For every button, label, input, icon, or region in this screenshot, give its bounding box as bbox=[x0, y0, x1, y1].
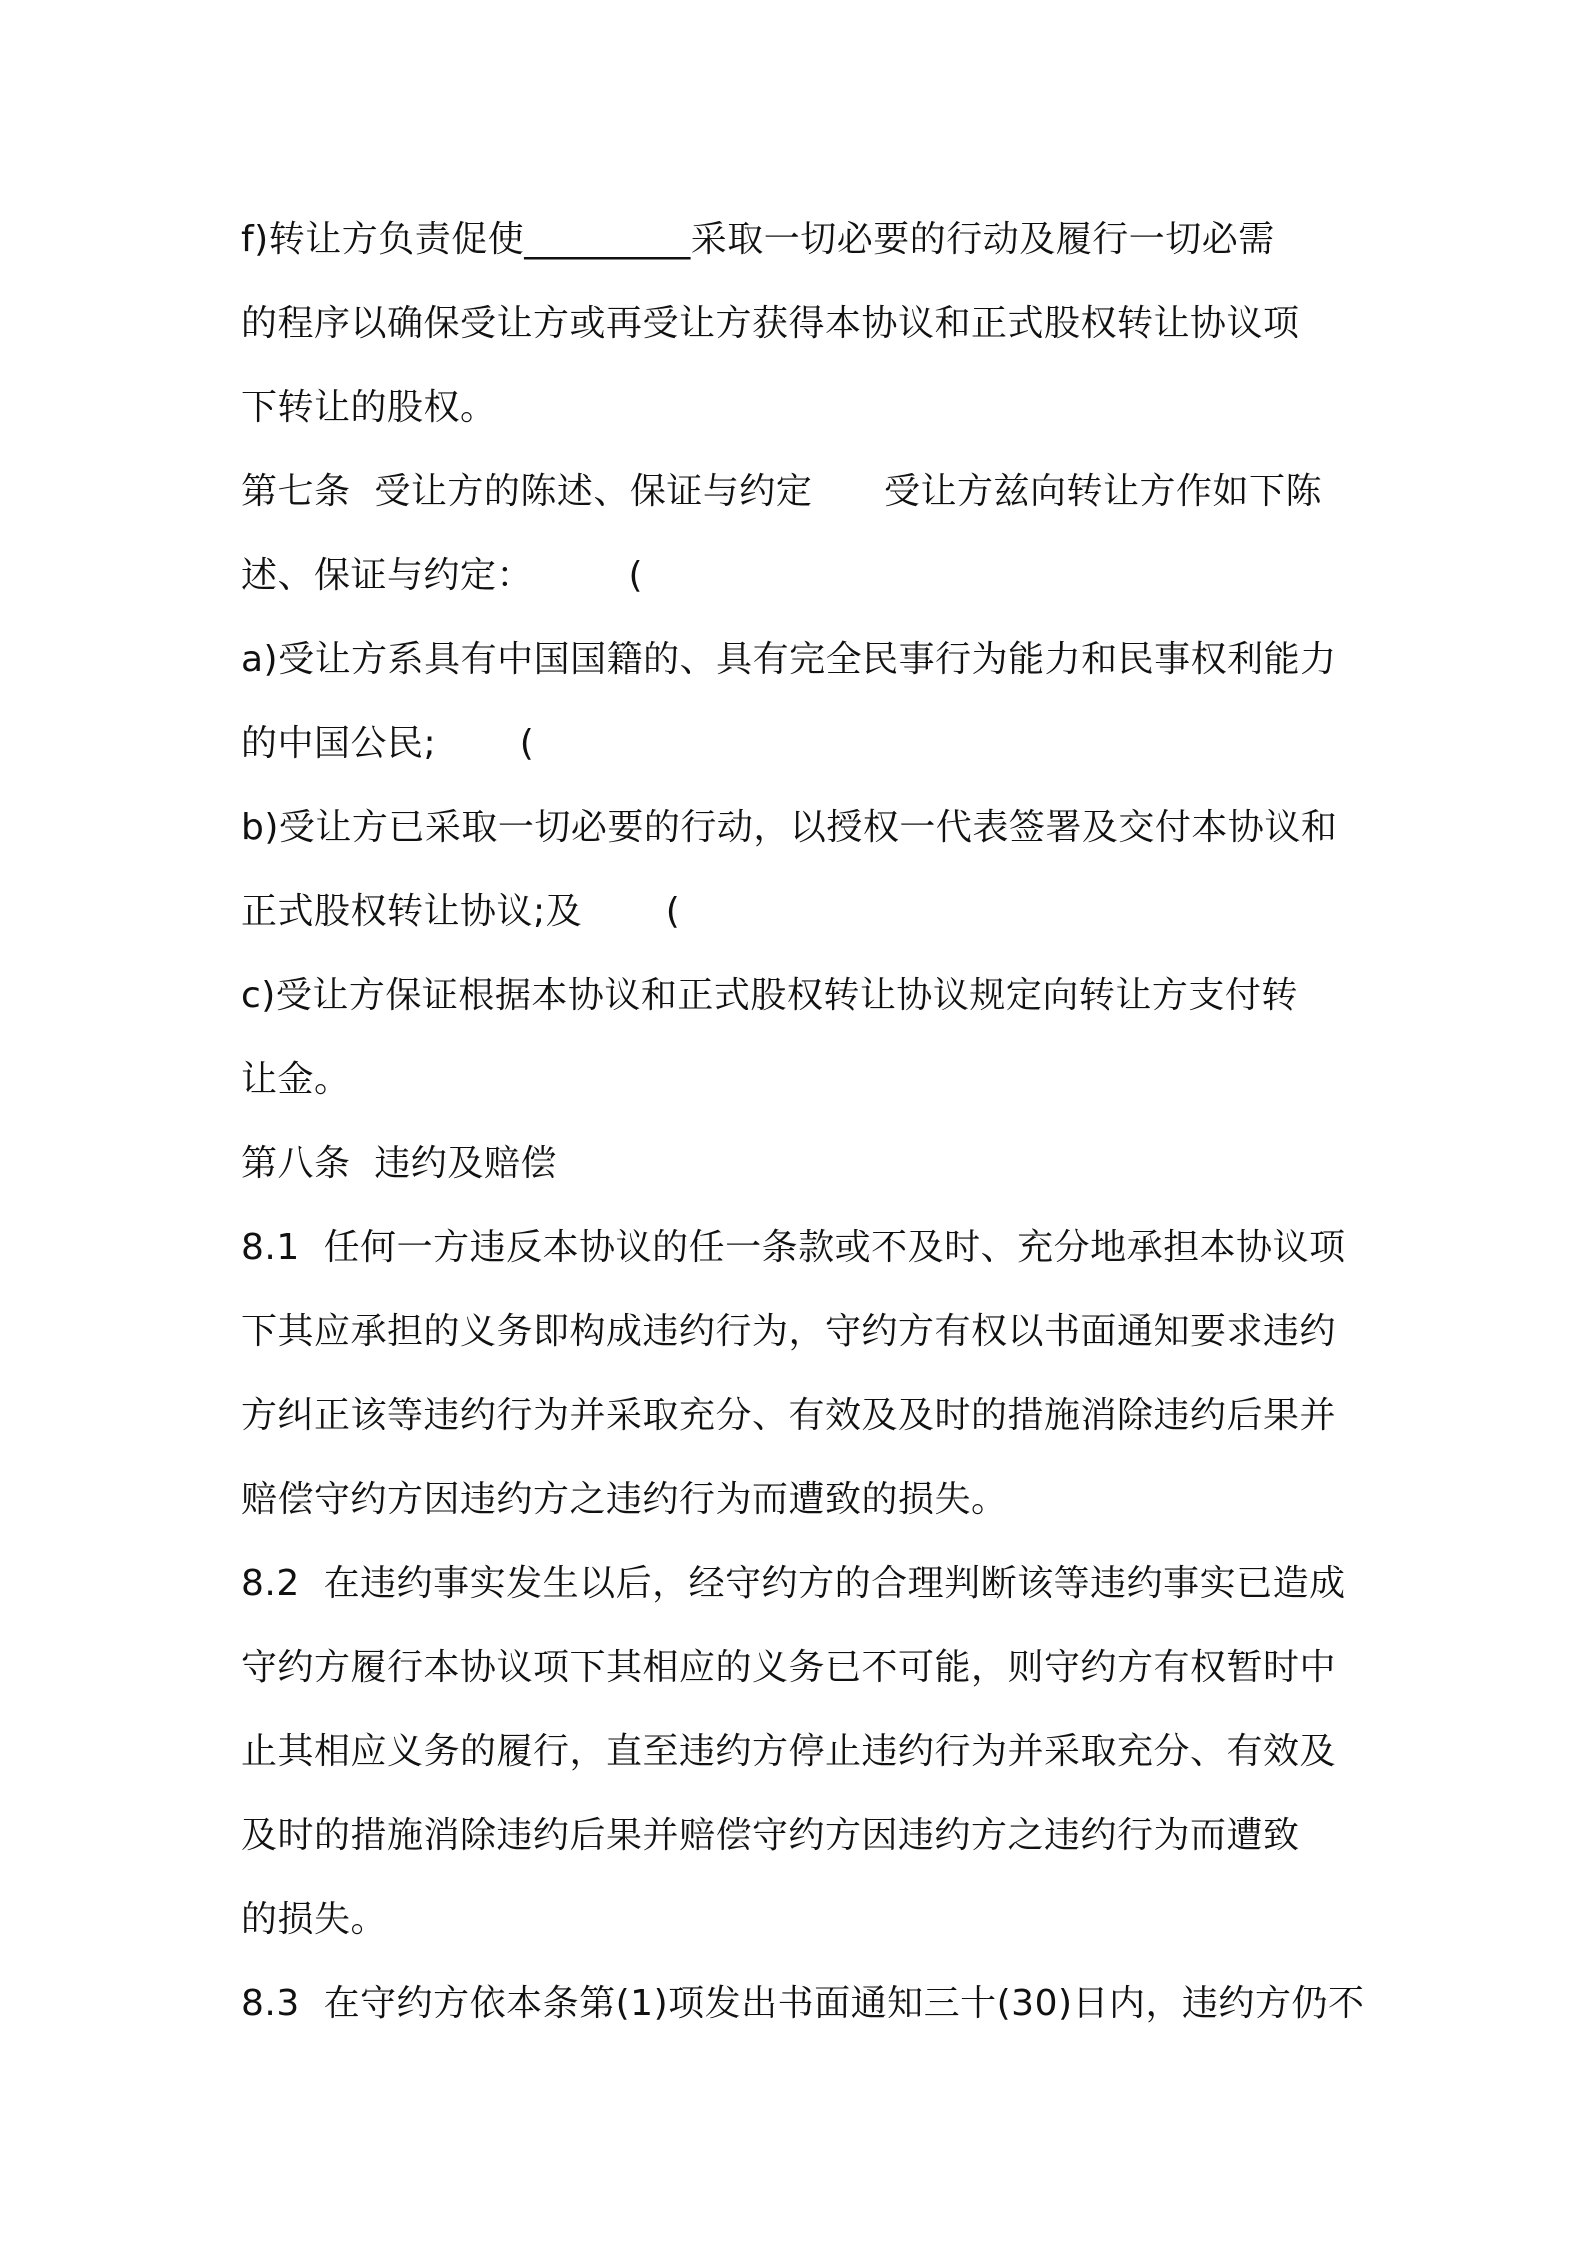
clause-8-1-line-2: 下其应承担的义务即构成违约行为，守约方有权以书面通知要求违约 bbox=[241, 1311, 1337, 1352]
clause-8-2-line-4: 及时的措施消除违约后果并赔偿守约方因违约方之违约行为而遭致 bbox=[241, 1815, 1300, 1856]
clause-8-2-line-5: 的损失。 bbox=[241, 1899, 388, 1940]
clause-8-1-line-3: 方纠正该等违约行为并采取充分、有效及及时的措施消除违约后果并 bbox=[241, 1395, 1337, 1436]
clause-6f-line-1: f)转让方负责促使_________采取一切必要的行动及履行一切必需 bbox=[241, 219, 1275, 260]
clause-7b-line-2: 正式股权转让协议;及 ( bbox=[241, 891, 681, 932]
document-body bbox=[241, 198, 1365, 2046]
article-7-intro: 述、保证与约定： ( bbox=[241, 555, 644, 596]
clause-6f-line-2: 的程序以确保受让方或再受让方获得本协议和正式股权转让协议项 bbox=[241, 303, 1300, 344]
article-7-heading: 第七条 受让方的陈述、保证与约定 受让方兹向转让方作如下陈 bbox=[241, 471, 1323, 512]
clause-8-2-line-1: 8.2 在违约事实发生以后，经守约方的合理判断该等违约事实已造成 bbox=[241, 1563, 1346, 1604]
clause-7a-line-1: a)受让方系具有中国国籍的、具有完全民事行为能力和民事权利能力 bbox=[241, 639, 1337, 680]
clause-7c-line-1: c)受让方保证根据本协议和正式股权转让协议规定向转让方支付转 bbox=[241, 975, 1298, 1016]
clause-8-2-line-3: 止其相应义务的履行，直至违约方停止违约行为并采取充分、有效及 bbox=[241, 1731, 1337, 1772]
clause-8-1-line-4: 赔偿守约方因违约方之违约行为而遭致的损失。 bbox=[241, 1479, 1008, 1520]
clause-7c-line-2: 让金。 bbox=[241, 1059, 351, 1100]
clause-8-2-line-2: 守约方履行本协议项下其相应的义务已不可能，则守约方有权暂时中 bbox=[241, 1647, 1337, 1688]
clause-8-3-line-1: 8.3 在守约方依本条第(1)项发出书面通知三十(30)日内，违约方仍不 bbox=[241, 1983, 1365, 2024]
article-8-heading: 第八条 违约及赔偿 bbox=[241, 1143, 557, 1184]
clause-7a-line-2: 的中国公民; ( bbox=[241, 723, 535, 764]
clause-6f-line-3: 下转让的股权。 bbox=[241, 387, 497, 428]
clause-7b-line-1: b)受让方已采取一切必要的行动，以授权一代表签署及交付本协议和 bbox=[241, 807, 1338, 848]
clause-8-1-line-1: 8.1 任何一方违反本协议的任一条款或不及时、充分地承担本协议项 bbox=[241, 1227, 1346, 1268]
